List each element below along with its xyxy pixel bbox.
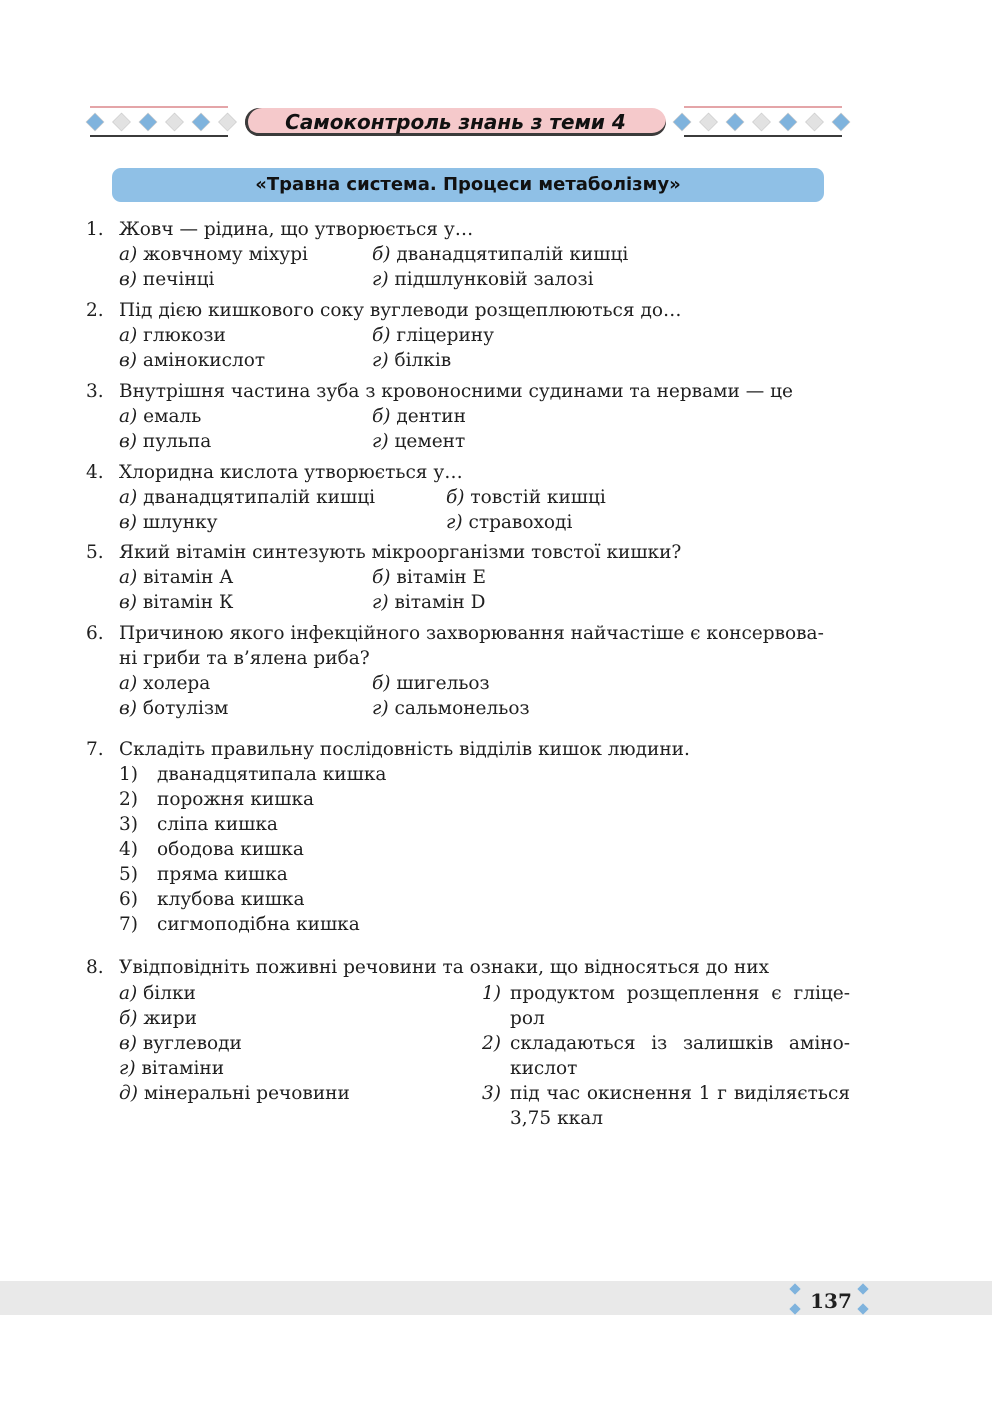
q1-option-text: дванадцятипалій кишці bbox=[396, 244, 629, 265]
q8-feature-line2: рол bbox=[510, 1008, 545, 1029]
q6-number: 6. bbox=[86, 623, 104, 644]
diamond-icon bbox=[726, 113, 744, 131]
q2-option bbox=[372, 348, 451, 373]
q7-item-text: сигмоподібна кишка bbox=[157, 914, 360, 935]
q1-option-text: печінці bbox=[142, 269, 215, 290]
diamond-icon bbox=[857, 1283, 868, 1294]
q8-feature-number: 2) bbox=[482, 1033, 501, 1054]
diamond-icon bbox=[806, 113, 824, 131]
q2-option bbox=[119, 323, 226, 348]
q5-option-letter: а) bbox=[119, 567, 138, 588]
q7-item-number: 3) bbox=[119, 814, 138, 835]
diamond-icon bbox=[700, 113, 718, 131]
diamond-icon bbox=[219, 113, 237, 131]
diamond-row-left bbox=[86, 113, 237, 131]
q2-option bbox=[119, 348, 265, 373]
q8-substance-text: вітаміни bbox=[141, 1058, 225, 1079]
q4-option-letter: г) bbox=[446, 512, 463, 533]
q1-option-text: жовчному міхурі bbox=[143, 244, 308, 265]
q2-option-text: глюкози bbox=[143, 325, 226, 346]
q7-number: 7. bbox=[86, 739, 104, 760]
q3-option bbox=[119, 429, 211, 454]
diamond-icon bbox=[166, 113, 184, 131]
diamond-icon bbox=[832, 113, 850, 131]
q6-option-letter: а) bbox=[119, 673, 138, 694]
q8-substance-letter: б) bbox=[119, 1008, 138, 1029]
q7-item-number: 2) bbox=[119, 789, 138, 810]
q8-number: 8. bbox=[86, 957, 104, 978]
section-subtitle: «Травна система. Процеси метаболізму» bbox=[112, 168, 824, 202]
q8-feature-number: 3) bbox=[482, 1083, 501, 1104]
q7-item-number: 6) bbox=[119, 889, 138, 910]
q5-option-letter: г) bbox=[372, 592, 389, 613]
q4-option bbox=[119, 485, 375, 510]
diamond-icon bbox=[673, 113, 691, 131]
q8-feature-line1: складаються із залишків аміно- bbox=[510, 1033, 850, 1054]
q8-substance-letter: г) bbox=[119, 1058, 136, 1079]
q8-substance-text: вуглеводи bbox=[142, 1033, 242, 1054]
q8-substance-letter: д) bbox=[119, 1083, 138, 1104]
q8-substance bbox=[119, 1006, 197, 1031]
q7-item-text: клубова кишка bbox=[157, 889, 305, 910]
q8-feature-line2: 3,75 ккал bbox=[510, 1108, 603, 1129]
q8-substance-letter: а) bbox=[119, 983, 138, 1004]
q5-option-text: вітамін А bbox=[143, 567, 234, 588]
q2-option-letter: в) bbox=[119, 350, 137, 371]
q7-item-number: 1) bbox=[119, 764, 138, 785]
q3-option bbox=[372, 404, 466, 429]
q6-option-letter: г) bbox=[372, 698, 389, 719]
diamond-icon bbox=[753, 113, 771, 131]
q1-option-text: підшлунковій залозі bbox=[394, 269, 594, 290]
q1-option-letter: а) bbox=[119, 244, 138, 265]
diamond-icon bbox=[789, 1303, 800, 1314]
q1-option bbox=[372, 242, 628, 267]
q5-option-text: вітамін К bbox=[142, 592, 234, 613]
q5-option-text: вітамін D bbox=[394, 592, 486, 613]
q6-option bbox=[372, 696, 530, 721]
q5-option bbox=[119, 590, 233, 615]
q8-feature-line1: під час окиснення 1 г виділяється bbox=[510, 1083, 850, 1104]
q2-option-letter: б) bbox=[372, 325, 391, 346]
q6-option-text: сальмонельоз bbox=[394, 698, 530, 719]
q7-item-text: пряма кишка bbox=[157, 864, 288, 885]
q1-option bbox=[119, 242, 308, 267]
q1-text: Жовч — рідина, що утворюється у… bbox=[119, 219, 474, 240]
diamond-icon bbox=[857, 1303, 868, 1314]
q7-item-text: порожня кишка bbox=[157, 789, 315, 810]
q7-item-number: 4) bbox=[119, 839, 138, 860]
diamond-icon bbox=[779, 113, 797, 131]
q8-substance bbox=[119, 1081, 350, 1106]
q8-text: Увідповідніть поживні речовини та ознаки, що відносяться до них bbox=[119, 957, 770, 978]
q2-option-letter: г) bbox=[372, 350, 389, 371]
q7-item-text: ободова кишка bbox=[157, 839, 304, 860]
q4-option-letter: а) bbox=[119, 487, 138, 508]
q3-option-letter: г) bbox=[372, 431, 389, 452]
q7-text: Складіть правильну послідовність відділів кишок людини. bbox=[119, 739, 690, 760]
q3-option-letter: б) bbox=[372, 406, 391, 427]
q7-item-text: сліпа кишка bbox=[157, 814, 278, 835]
q8-substance-text: мінеральні речовини bbox=[143, 1083, 350, 1104]
page-number: 137 bbox=[810, 1289, 852, 1313]
q2-option-text: гліцерину bbox=[396, 325, 495, 346]
q4-option-text: дванадцятипалій кишці bbox=[143, 487, 376, 508]
q5-option bbox=[372, 590, 485, 615]
diamond-icon bbox=[789, 1283, 800, 1294]
q4-option bbox=[119, 510, 218, 535]
q3-option-text: дентин bbox=[396, 406, 466, 427]
q2-option bbox=[372, 323, 494, 348]
q6-option-text: ботулізм bbox=[142, 698, 229, 719]
q3-text: Внутрішня частина зуба з кровоносними судинами та нервами — це bbox=[119, 381, 793, 402]
diamond-icon bbox=[113, 113, 131, 131]
q2-text: Під дією кишкового соку вуглеводи розщеплюються до… bbox=[119, 300, 682, 321]
q4-option bbox=[446, 485, 606, 510]
diamond-icon bbox=[139, 113, 157, 131]
q8-substance bbox=[119, 981, 196, 1006]
q6-option-letter: в) bbox=[119, 698, 137, 719]
q5-option bbox=[119, 565, 233, 590]
q7-item-text: дванадцятипала кишка bbox=[157, 764, 387, 785]
q3-option bbox=[119, 404, 201, 429]
q6-option-letter: б) bbox=[372, 673, 391, 694]
q3-option-text: цемент bbox=[394, 431, 466, 452]
q4-option-letter: в) bbox=[119, 512, 137, 533]
q6-option bbox=[119, 671, 210, 696]
q1-number: 1. bbox=[86, 219, 104, 240]
q5-option-text: вітамін Е bbox=[396, 567, 487, 588]
q4-number: 4. bbox=[86, 462, 104, 483]
q3-option-text: пульпа bbox=[142, 431, 212, 452]
q1-option-letter: г) bbox=[372, 269, 389, 290]
q4-option bbox=[446, 510, 572, 535]
q6-text: Причиною якого інфекційного захворювання найчастіше є консервова- bbox=[119, 623, 824, 644]
q4-option-text: товстій кишці bbox=[470, 487, 606, 508]
q5-text: Який вітамін синтезують мікроорганізми товстої кишки? bbox=[119, 542, 682, 563]
q6-option-text: холера bbox=[143, 673, 211, 694]
q8-substance bbox=[119, 1056, 224, 1081]
q5-option-letter: в) bbox=[119, 592, 137, 613]
q8-feature-line1: продуктом розщеплення є гліце- bbox=[510, 983, 850, 1004]
diamond-icon bbox=[192, 113, 210, 131]
q5-option-letter: б) bbox=[372, 567, 391, 588]
q4-option-text: шлунку bbox=[142, 512, 218, 533]
q5-number: 5. bbox=[86, 542, 104, 563]
q8-substance-text: білки bbox=[143, 983, 196, 1004]
diamond-icon bbox=[86, 113, 104, 131]
q1-option-letter: б) bbox=[372, 244, 391, 265]
q1-option-letter: в) bbox=[119, 269, 137, 290]
q2-option-text: амінокислот bbox=[142, 350, 266, 371]
q3-number: 3. bbox=[86, 381, 104, 402]
q8-substance-letter: в) bbox=[119, 1033, 137, 1054]
q3-option-letter: а) bbox=[119, 406, 138, 427]
q4-option-text: стравоході bbox=[468, 512, 573, 533]
q4-option-letter: б) bbox=[446, 487, 465, 508]
q4-text: Хлоридна кислота утворюється у… bbox=[119, 462, 463, 483]
q1-option bbox=[372, 267, 594, 292]
q3-option bbox=[372, 429, 465, 454]
q8-feature-line2: кислот bbox=[510, 1058, 578, 1079]
section-title: Самоконтроль знань з теми 4 bbox=[245, 108, 666, 136]
q7-item-number: 7) bbox=[119, 914, 138, 935]
q6-text-cont: ні гриби та в’ялена риба? bbox=[119, 648, 370, 669]
q2-number: 2. bbox=[86, 300, 104, 321]
q2-option-letter: а) bbox=[119, 325, 138, 346]
diamond-row-right bbox=[673, 113, 850, 131]
q3-option-text: емаль bbox=[143, 406, 202, 427]
q7-item-number: 5) bbox=[119, 864, 138, 885]
q2-option-text: білків bbox=[394, 350, 452, 371]
q8-feature-number: 1) bbox=[482, 983, 501, 1004]
q8-substance-text: жири bbox=[143, 1008, 197, 1029]
q6-option bbox=[119, 696, 228, 721]
q6-option bbox=[372, 671, 490, 696]
q6-option-text: шигельоз bbox=[396, 673, 490, 694]
q3-option-letter: в) bbox=[119, 431, 137, 452]
q5-option bbox=[372, 565, 486, 590]
q1-option bbox=[119, 267, 214, 292]
q8-substance bbox=[119, 1031, 242, 1056]
